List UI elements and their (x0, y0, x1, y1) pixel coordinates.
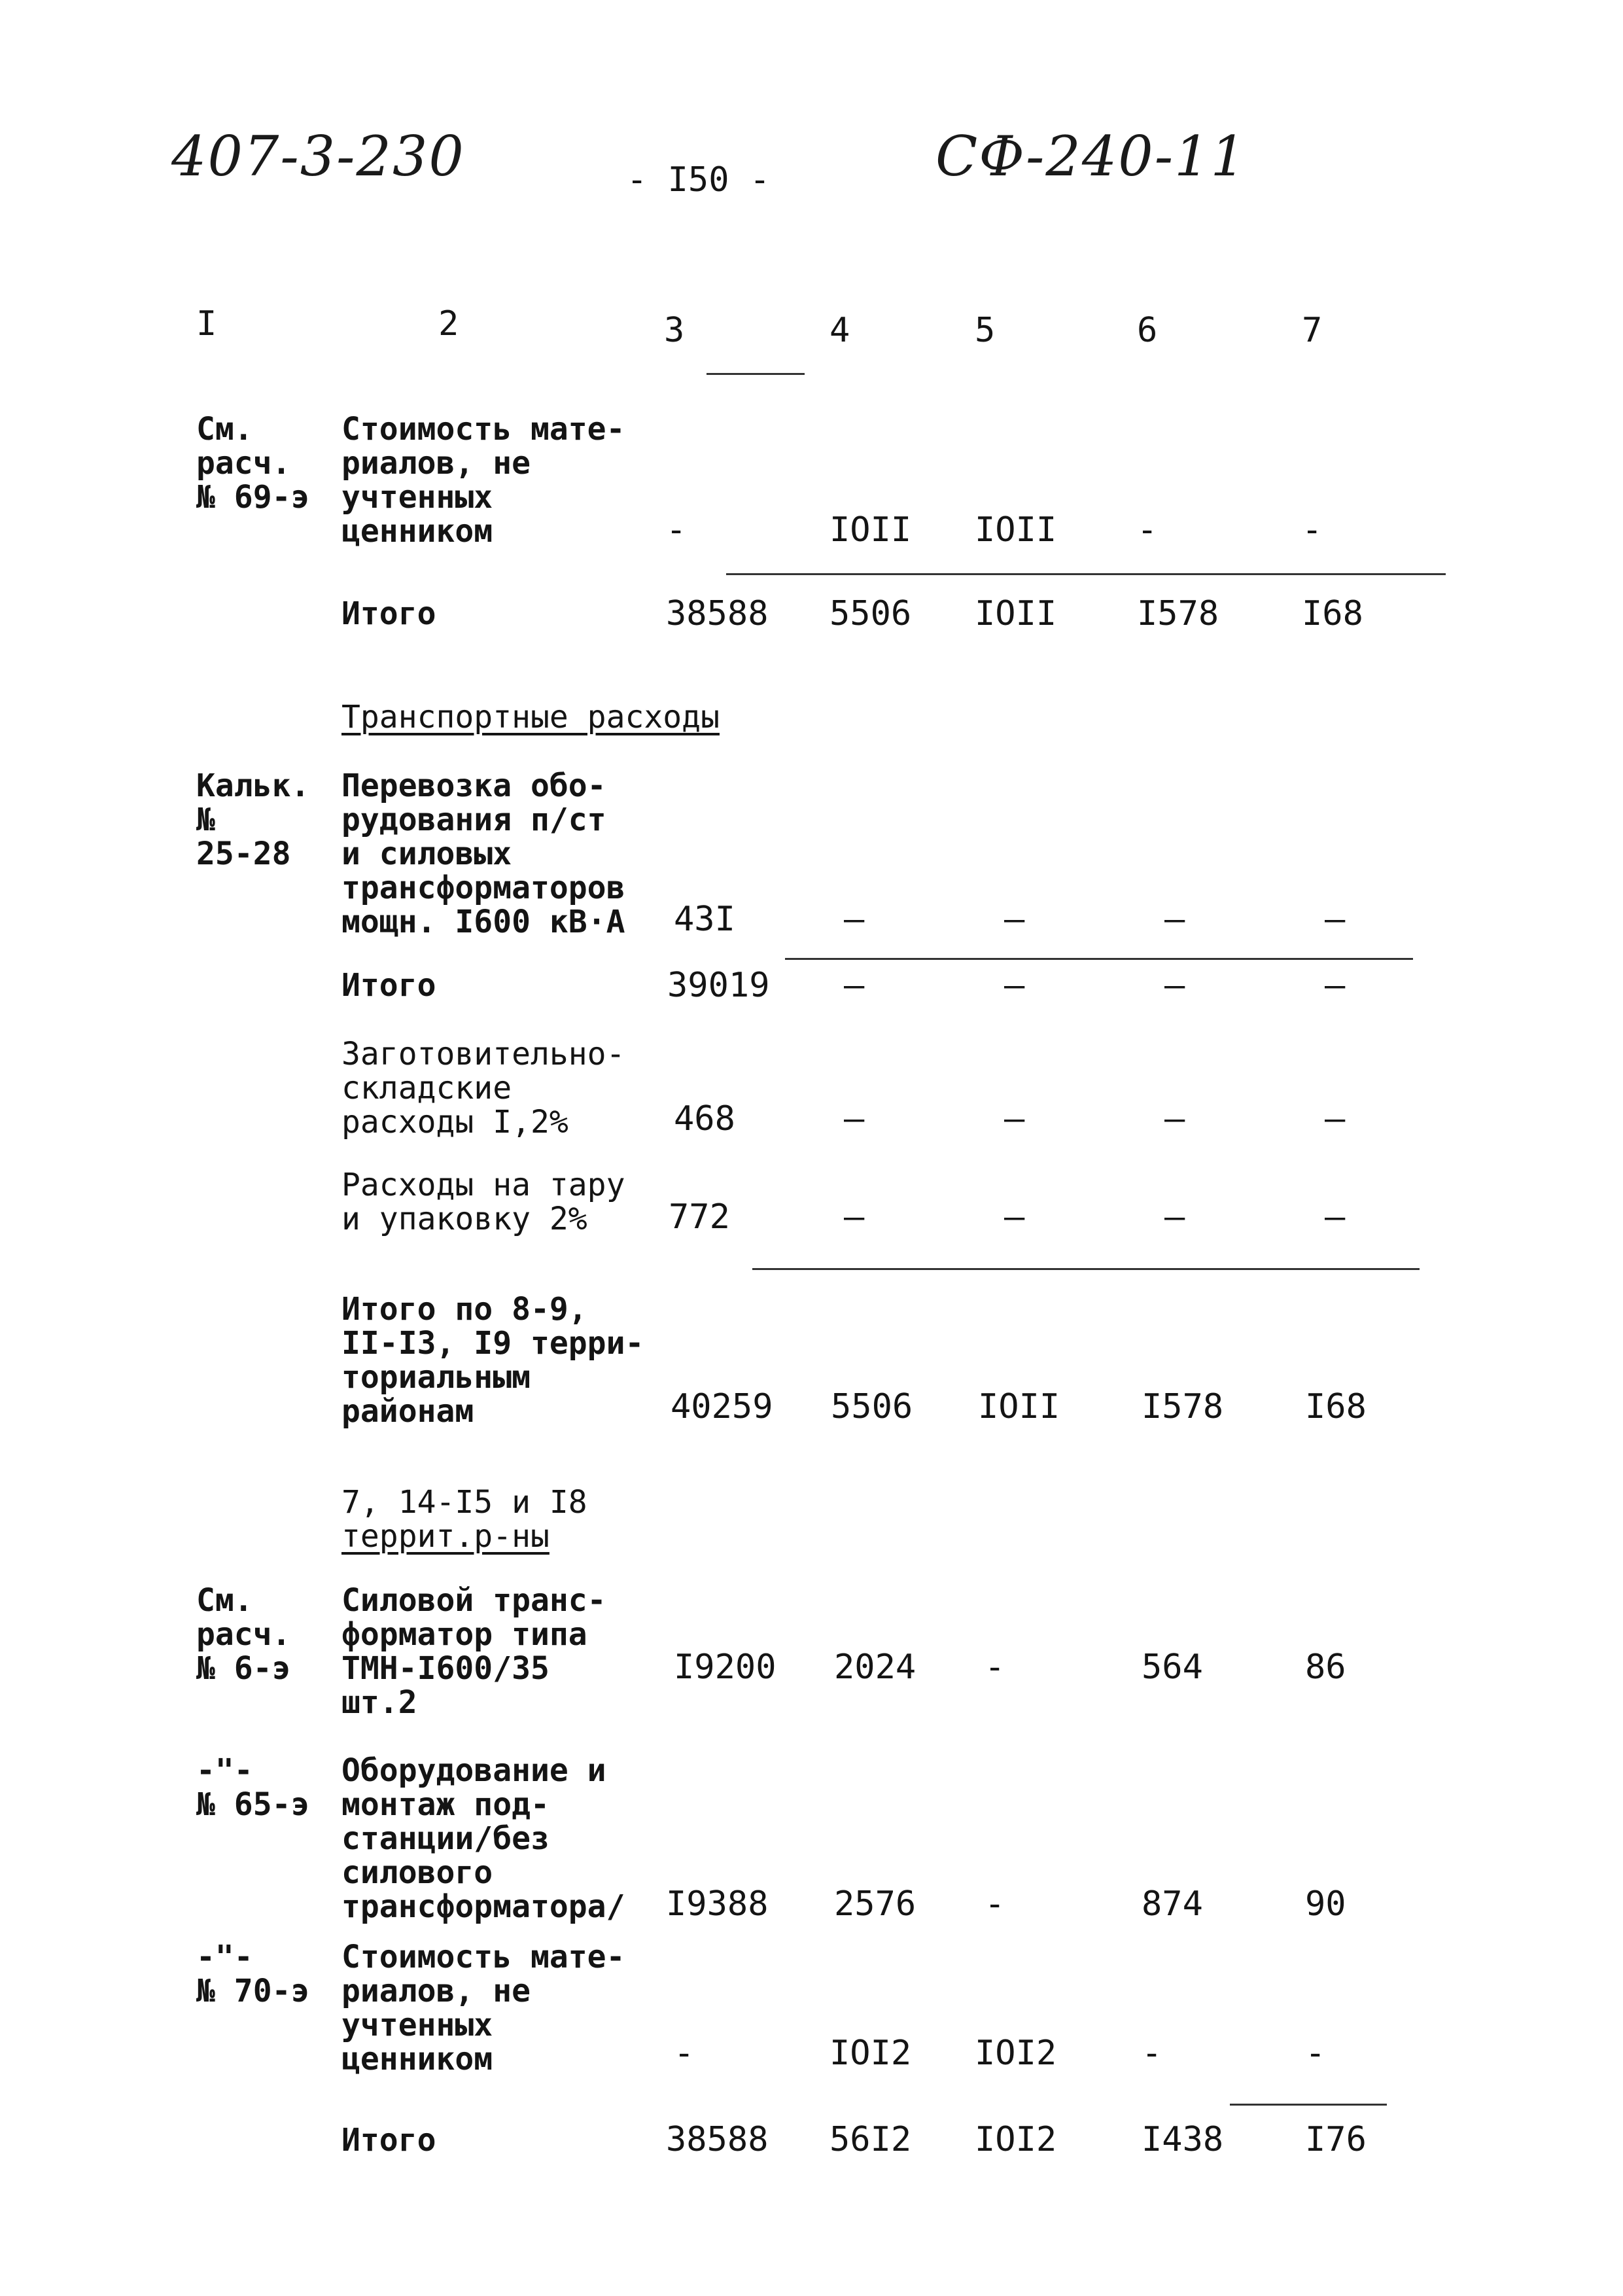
row-value-col5: - (985, 1648, 1005, 1687)
row-value-col3: - (674, 2034, 695, 2073)
row-value-col7: 90 (1305, 1884, 1346, 1924)
row-value-col7: - (1305, 2034, 1326, 2073)
row-value-col7: 86 (1305, 1648, 1346, 1687)
row-ref: См. расч. № 6-э (196, 1582, 291, 1687)
row-value-col6: 564 (1142, 1648, 1203, 1687)
row-description: Итого (341, 967, 436, 1004)
row-value-col6: I438 (1142, 2120, 1224, 2159)
row-description: Стоимость мате- риалов, не учтенных ценником (341, 411, 625, 550)
row-value-col3: - (666, 510, 687, 550)
row-value-col4: 5506 (829, 594, 912, 633)
row-value-col3: 40259 (671, 1387, 773, 1426)
row-value-col3: I9200 (674, 1648, 777, 1687)
row-value-col7: - (1302, 510, 1323, 550)
subtotal-rule (785, 958, 1413, 960)
row-description: Стоимость мате- риалов, не учтенных ценником (341, 1939, 625, 2077)
subtotal-rule (1230, 2104, 1387, 2106)
column-header-6: 6 (1137, 311, 1158, 350)
row-value-col4: 2024 (834, 1648, 916, 1687)
row-description: Заготовительно- складские расходы I,2% (341, 1036, 625, 1140)
row-value-col6: - (1137, 510, 1158, 550)
section-heading: Транспортные расходы (341, 699, 720, 735)
row-value-col6: I578 (1142, 1387, 1224, 1426)
row-ref: См. расч. № 69-э (196, 411, 310, 516)
row-description: Оборудование и монтаж под- станции/без силового трансформатора/ (341, 1752, 625, 1925)
row-description: Итого (341, 2122, 436, 2159)
row-value-col7: I68 (1305, 1387, 1367, 1426)
row-description: Итого по 8-9, II-I3, I9 терри- ториальным районам (341, 1291, 644, 1430)
page-number: - I50 - (627, 160, 771, 200)
row-value-col5: IOI2 (975, 2120, 1057, 2159)
column-header-4: 4 (829, 311, 850, 350)
row-value-col7: – (1325, 966, 1346, 1005)
row-value-col3: 38588 (666, 2120, 769, 2159)
row-ref: Кальк. № 25-28 (196, 768, 310, 872)
row-value-col5: – (1004, 1197, 1025, 1237)
row-value-col4: 2576 (834, 1884, 916, 1924)
row-description: Силовой транс- форматор типа ТМН-I600/35 шт.2 (341, 1582, 606, 1721)
row-value-col7: – (1325, 1197, 1346, 1237)
row-value-col3: 38588 (666, 594, 769, 633)
document-code-left: 407-3-230 (171, 124, 465, 188)
column-header-5: 5 (975, 311, 996, 350)
row-value-col3: 39019 (667, 966, 770, 1005)
row-ref: -"- № 70-э (196, 1939, 310, 2009)
row-value-col6: – (1164, 1197, 1185, 1237)
subtotal-rule (726, 573, 1446, 575)
row-value-col3: 43I (674, 900, 735, 939)
row-value-col3: 772 (669, 1197, 730, 1237)
row-description: Итого (341, 595, 436, 632)
row-ref: -"- № 65-э (196, 1752, 310, 1823)
row-value-col5: – (1004, 1099, 1025, 1139)
subtotal-rule (752, 1268, 1420, 1270)
row-value-col5: – (1004, 900, 1025, 939)
row-value-col6: – (1164, 1099, 1185, 1139)
row-value-col4: – (844, 966, 865, 1005)
row-value-col7: I68 (1302, 594, 1363, 633)
row-value-col7: – (1325, 1099, 1346, 1139)
row-value-col5: IOII (978, 1387, 1060, 1426)
row-value-col7: – (1325, 900, 1346, 939)
row-value-col5: – (1004, 966, 1025, 1005)
row-value-col4: – (844, 900, 865, 939)
row-value-col4: – (844, 1197, 865, 1237)
document-code-right: СФ-240-11 (935, 124, 1247, 188)
row-description: Расходы на тару и упаковку 2% (341, 1167, 625, 1237)
column-header-7: 7 (1302, 311, 1323, 350)
row-value-col4: – (844, 1099, 865, 1139)
row-value-col7: I76 (1305, 2120, 1367, 2159)
row-value-col6: – (1164, 900, 1185, 939)
row-description: Перевозка обо- рудования п/ст и силовых трансформаторов мощн. I600 кВ·А (341, 768, 625, 940)
column-header-2: 2 (438, 304, 459, 344)
row-value-col5: IOII (975, 510, 1057, 550)
row-value-col5: - (985, 1884, 1005, 1924)
row-value-col3: I9388 (666, 1884, 769, 1924)
row-value-col6: 874 (1142, 1884, 1203, 1924)
row-value-col5: IOII (975, 594, 1057, 633)
column-header-3: 3 (664, 311, 685, 350)
row-value-col6: - (1142, 2034, 1162, 2073)
row-value-col6: – (1164, 966, 1185, 1005)
column-header-1: I (196, 304, 217, 344)
row-value-col4: IOII (829, 510, 912, 550)
header-rule (707, 373, 805, 375)
row-value-col4: IOI2 (829, 2034, 912, 2073)
row-value-col4: 56I2 (829, 2120, 912, 2159)
row-value-col6: I578 (1137, 594, 1219, 633)
row-value-col3: 468 (674, 1099, 735, 1139)
row-value-col4: 5506 (831, 1387, 913, 1426)
row-value-col5: IOI2 (975, 2034, 1057, 2073)
section-heading: 7, 14-I5 и I8 террит.р-ны (341, 1484, 587, 1555)
